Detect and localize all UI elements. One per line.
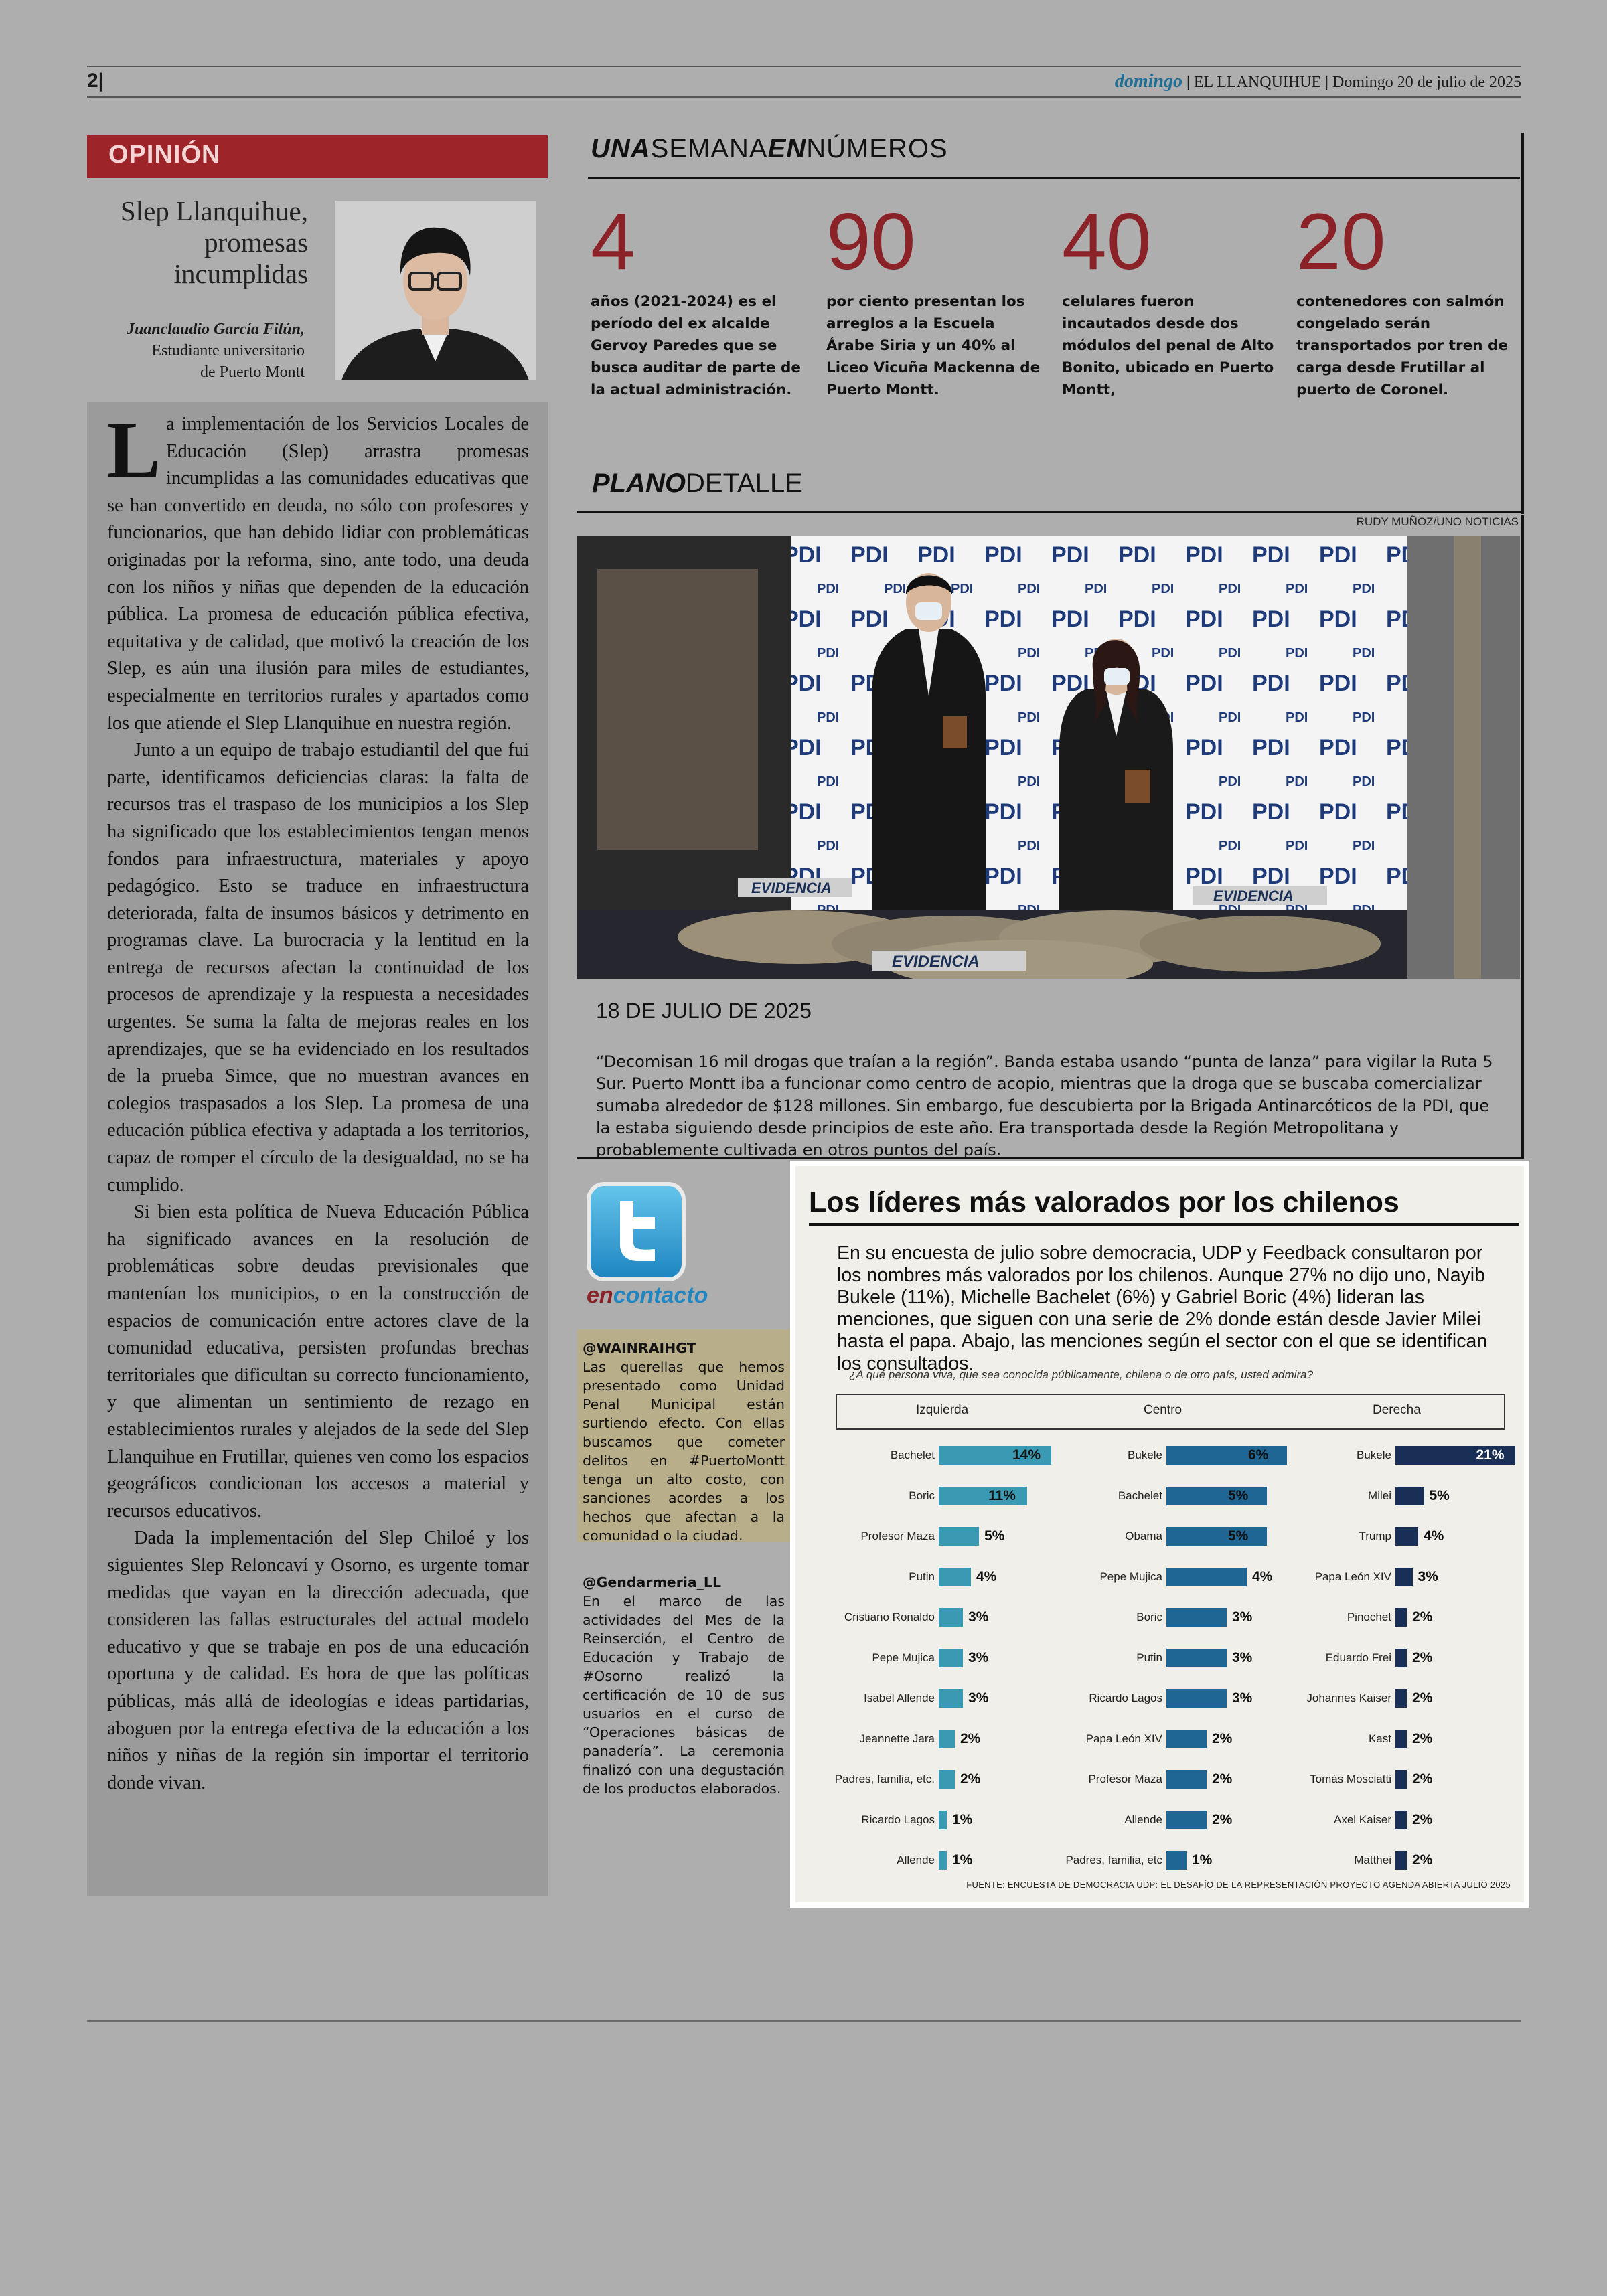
bar-label: Allende [1124,1813,1162,1826]
stat-text: celulares fueron incautados desde dos módulos del penal de Alto Bonito, ubicado en Puerto Montt, [1062,293,1274,398]
week-in-numbers [577,133,1524,514]
bar-value: 2% [1412,1811,1433,1827]
photo-caption: “Decomisan 16 mil drogas que traían a la región”. Banda estaba usando “punta de lanza” para vigilar la Ruta 5 Sur. Puerto Montt iba a funcionar como centro de acopio, mientras que la droga que se buscaba comercializar sumaba alrededor de $128 millones. Sin embargo, fue descubierta por la Brigada Antinarcóticos de la PDI, que la estaba siguiendo desde principios de este año. Era transportada desde la Región Metropolitana y probablemente cultivada en otros puntos del país. [596,1052,1493,1159]
stat-text: años (2021-2024) es el período del ex alcalde Gervoy Paredes que se busca auditar de parte de la actual administración. [591,293,801,398]
bar-label: Bukele [1128,1449,1162,1461]
bar-value: 3% [968,1649,989,1665]
bar-value: 2% [1412,1649,1433,1665]
bar-label: Trump [1359,1530,1391,1542]
opinion-paragraph-text: a implementación de los Servicios Locales de Educación (Slep) arrastra promesas incumplidas a las comunidades educativas que se han convertido en deuda, no sólo con profesores y funcionarios, que han debido lidiar con problemáticas originadas por la reforma, sino, ante todo, una deuda con los niños y niñas que dependen de la educación pública. La promesa de educación pública efectiva, equitativa y de calidad, que motivó la creación de los Slep, es aún una ilusión para miles de estudiantes, especialmente en territorios rurales y apartados como los que atiende el Slep Llanquihue en nuestra región. [107,414,529,734]
opinion-paragraph: Junto a un equipo de trabajo estudiantil del que fui parte, identificamos deficiencias claras: la falta de recursos tras el traspaso de los municipios a los Slep ha significado que los establecimientos tengan menos fondos para infraestructura, materiales y apoyo pedagógico. Esto se traduce en infraestructura deteriorada, falta de insumos básicos y detrimento en programas clave. La burocracia y la lentitud en la entrega de recursos afectan la continuidad de los procesos de aprendizaje y la respuesta a necesidades urgentes. Se suma la falta de mejoras reales en los aprendizajes, que se ha evidenciado en los resultados de la prueba Simce, que no muestran avances en colegios traspasados a los Slep. La promesa de una educación pública efectiva y adaptada a los territorios, capaz de romper el círculo de la desigualdad, no se ha cumplido. [107,740,529,1196]
bar-label: Johannes Kaiser [1306,1692,1391,1704]
bar-label: Pepe Mujica [1099,1570,1162,1583]
bar-label: Milei [1368,1489,1391,1502]
bar-value: 4% [1252,1568,1273,1584]
evidence-label-text: EVIDENCIA [892,953,980,971]
stat-value: 4 [591,197,635,286]
bar-value: 21% [1476,1447,1505,1463]
author-name: Juanclaudio García Filún, [126,321,305,338]
bar-value: 2% [1412,1771,1433,1787]
chart-question: ¿A qué persona viva, que sea conocida públicamente, chilena o de otro país, usted admira? [849,1368,1314,1381]
chart-intro: En su encuesta de julio sobre democracia, UDP y Feedback consultaron por los nombres más valorados por los chilenos. Aunque 27% no dijo uno, Nayib Bukele (11%), Michelle Bachelet (6%) y Gabriel Boric (4%) lideran las menciones, que siguen con una serie de 2% donde están desde Javier Milei hasta el papa. Abajo, las menciones según el sector con el que se identifican los consultados. [837,1242,1488,1374]
tweet-text: En el marco de las actividades del Mes de la Reinserción, el Centro de Educación y Trabajo de #Osorno realizó la certificación de 10 de sus usuarios en el curso de “Operaciones básicas de panadería”. La ceremonia finalizó con una degustación de los productos elaborados. [583,1593,785,1797]
numbers-title-part: UNA [591,134,651,163]
stat-item [591,198,812,401]
bar-value: 1% [952,1811,973,1827]
bar-value: 2% [1412,1730,1433,1746]
en-contacto-title [587,1283,708,1309]
bar-value: 11% [988,1487,1016,1503]
bar-label: Pepe Mujica [872,1651,935,1664]
stat-text: por ciento presentan los arreglos a la Escuela Árabe Siria y un 40% al Liceo Vicuña Mackenna de Puerto Montt. [826,293,1041,398]
bar-label: Pinochet [1347,1611,1391,1623]
bar-label: Papa León XIV [1314,1570,1391,1583]
tweet-text: Las querellas que hemos presentado como Unidad Penal Municipal están surtiendo efecto. Con ellas buscamos que cometer delitos en #PuertoMontt tenga un alto costo, con sanciones acordes a los hechos que afectan a la comunidad o la ciudad. [583,1359,785,1544]
page-header [87,66,1521,98]
stat-value: 20 [1296,197,1386,286]
bar [939,1527,979,1546]
bar [1166,1446,1287,1465]
bar [939,1689,963,1708]
chart-panel [795,1166,1524,1902]
bar-label: Matthei [1354,1854,1391,1866]
opinion-body [87,402,548,1896]
bar [1395,1649,1407,1667]
bar-label: Papa León XIV [1085,1732,1162,1745]
twitter-bird-icon [587,1182,686,1281]
bar-label: Ricardo Lagos [861,1813,935,1826]
stat-text: contenedores con salmón congelado serán transportados por tren de carga desde Frutillar al puerto de Coronel. [1296,293,1508,398]
bar [1166,1811,1207,1829]
bar-label: Cristiano Ronaldo [844,1611,935,1623]
bar-label: Boric [1136,1611,1162,1623]
photo-section [577,515,1524,1158]
bar-value: 3% [968,1609,989,1625]
bar-value: 14% [1012,1447,1041,1463]
opinion-paragraph: Dada la implementación del Slep Chiloé y los siguientes Slep Reloncaví y Osorno, es urgente tomar medidas que vayan en la dirección adecuada, que consideren las fallas estructurales del actual modelo educativo y que se trabaje en pos de una educación oportuna y de calidad. Es hora de que las políticas públicas, más allá de ideologías e ideas partidarias, aboguen por la entrega efectiva de la educación a los niños y niñas de la región sin importar el territorio donde vivan. [107,1528,529,1793]
tweet-handle: @Gendarmeria_LL [583,1574,722,1590]
tweet [577,1564,790,1807]
bar-value: 1% [1192,1852,1213,1868]
bar [1166,1689,1227,1708]
bar-label: Putin [1136,1651,1162,1664]
bar-label: Bukele [1357,1449,1391,1461]
bar-label: Allende [897,1854,935,1866]
page-number: 2| [87,70,104,92]
chart-bars [795,1166,1524,1902]
bar-label: Bachelet [890,1449,935,1461]
bar-value: 5% [1429,1487,1450,1503]
numbers-title [591,134,948,164]
bar-label: Profesor Maza [1088,1773,1162,1785]
evidence-label-text: EVIDENCIA [1213,888,1294,904]
bar-value: 2% [960,1730,981,1746]
bar [1395,1730,1407,1748]
bar [1166,1851,1187,1870]
group-label: Centro [1144,1403,1182,1417]
divider [577,1157,1524,1159]
bar-value: 2% [1412,1852,1433,1868]
bar-value: 2% [1412,1690,1433,1706]
bar [1395,1770,1407,1789]
publication-date: | EL LLANQUIHUE | Domingo 20 de julio de 2025 [1187,74,1521,91]
bar-label: Bachelet [1118,1489,1162,1502]
bar-value: 1% [952,1852,973,1868]
bar-value: 4% [976,1568,997,1584]
author-role: de Puerto Montt [200,363,305,381]
bar [1395,1527,1418,1546]
drop-cap: L [107,405,161,494]
bar-value: 4% [1424,1528,1444,1544]
bar-value: 2% [1212,1730,1233,1746]
bar-label: Tomás Mosciatti [1310,1773,1391,1785]
bar [1166,1527,1267,1546]
tweet [577,1329,790,1542]
stat-item [1062,198,1283,401]
bar-label: Profesor Maza [860,1530,935,1542]
numbers-title-part: NÚMEROS [806,134,948,163]
press-photo [577,536,1520,979]
bar-value: 2% [1212,1771,1233,1787]
en-contacto-part: en [587,1283,613,1308]
opinion-title-line: Slep Llanquihue, [120,195,308,226]
footer-rule [87,2020,1521,2022]
group-label: Izquierda [916,1403,969,1417]
bar [939,1568,971,1586]
evidence-label-text: EVIDENCIA [751,880,832,896]
section-label-opinion: OPINIÓN [87,135,548,178]
bar-label: Kast [1368,1732,1391,1745]
photo-credit: RUDY MUÑOZ/UNO NOTICIAS [1356,515,1519,528]
bar [939,1851,947,1870]
bar-label: Axel Kaiser [1334,1813,1391,1826]
bar-label: Padres, familia, etc [1065,1854,1162,1866]
plano-title [592,469,803,499]
bar-label: Boric [909,1489,935,1502]
bar-value: 6% [1248,1447,1269,1463]
bar-value: 2% [1212,1811,1233,1827]
numbers-title-part: SEMANA [650,134,768,163]
author-role: Estudiante universitario [151,342,305,359]
bar [1395,1811,1407,1829]
bar-value: 2% [960,1771,981,1787]
stat-item [1296,198,1517,401]
bar-value: 3% [1418,1568,1438,1584]
bar [939,1770,955,1789]
bar-value: 5% [1228,1528,1249,1544]
leaders-chart [790,1161,1529,1908]
brand-domingo: domingo [1114,71,1183,92]
opinion-title-line: incumplidas [173,258,308,289]
bar-value: 3% [1232,1690,1253,1706]
bar [1166,1730,1207,1748]
photo-date: 18 DE JULIO DE 2025 [596,999,812,1023]
bar-label: Ricardo Lagos [1089,1692,1162,1704]
plano-title-part: DETALLE [686,469,803,498]
bar-value: 3% [1232,1649,1253,1665]
opinion-paragraph [107,405,529,737]
bar-value: 2% [1412,1609,1433,1625]
bar [1395,1689,1407,1708]
divider [588,177,1520,179]
publication-info [1115,71,1521,92]
bar [1395,1608,1407,1627]
bar-label: Obama [1125,1530,1162,1542]
bar-label: Isabel Allende [864,1692,935,1704]
numbers-title-part: EN [767,134,807,163]
bar-value: 3% [1232,1609,1253,1625]
bar [1395,1851,1407,1870]
bar-value: 3% [968,1690,989,1706]
bar [939,1649,963,1667]
bar-value: 5% [1228,1487,1249,1503]
opinion-title [87,195,308,290]
stat-item [826,198,1047,401]
tweet-handle: @WAINRAIHGT [583,1340,696,1356]
bar [1166,1568,1247,1586]
bar [1166,1770,1207,1789]
bar [939,1608,963,1627]
opinion-paragraph: Si bien esta política de Nueva Educación Pública ha significado avances en la resolución de problemáticas sobre deudas previsionales que mantenían los municipios, o en la construcción de espacios de comunicación entre actores clave de la comunidad educativa, persisten profundas brechas territoriales que dificultan su correcto funcionamiento, y que alimentan un sentimiento de rezago en establecimientos rurales y alejados de la sede del Slep Llanquihue en Frutillar, quienes ven como los espacios geográficos condicionan los accesos a material y recursos educativos. [107,1202,529,1522]
en-contacto [577,1162,790,1894]
author-portrait [335,201,536,380]
bar-label: Jeannette Jara [859,1732,935,1745]
bar [1166,1487,1267,1505]
chart-source: FUENTE: ENCUESTA DE DEMOCRACIA UDP: EL DESAFÍO DE LA REPRESENTACIÓN PROYECTO AGENDA ABIERTA JULIO 2025 [966,1880,1511,1890]
stat-value: 40 [1062,197,1152,286]
bar [939,1730,955,1748]
bar [939,1811,947,1829]
bar [1166,1649,1227,1667]
group-label: Derecha [1373,1403,1421,1417]
en-contacto-part: contacto [613,1283,708,1308]
stat-value: 90 [826,197,916,286]
bar [1395,1568,1413,1586]
bar-label: Eduardo Frei [1325,1651,1391,1664]
opinion-title-line: promesas [204,227,308,258]
author-byline [87,319,305,383]
chart-title: Los líderes más valorados por los chilenos [809,1186,1519,1226]
bar-value: 5% [984,1528,1005,1544]
twitter-t-glyph [591,1186,682,1277]
bar-label: Putin [909,1570,935,1583]
divider [577,511,1524,513]
bar [1395,1487,1424,1505]
bar-label: Padres, familia, etc. [834,1773,935,1785]
bar [1166,1608,1227,1627]
plano-title-part: PLANO [592,469,686,498]
